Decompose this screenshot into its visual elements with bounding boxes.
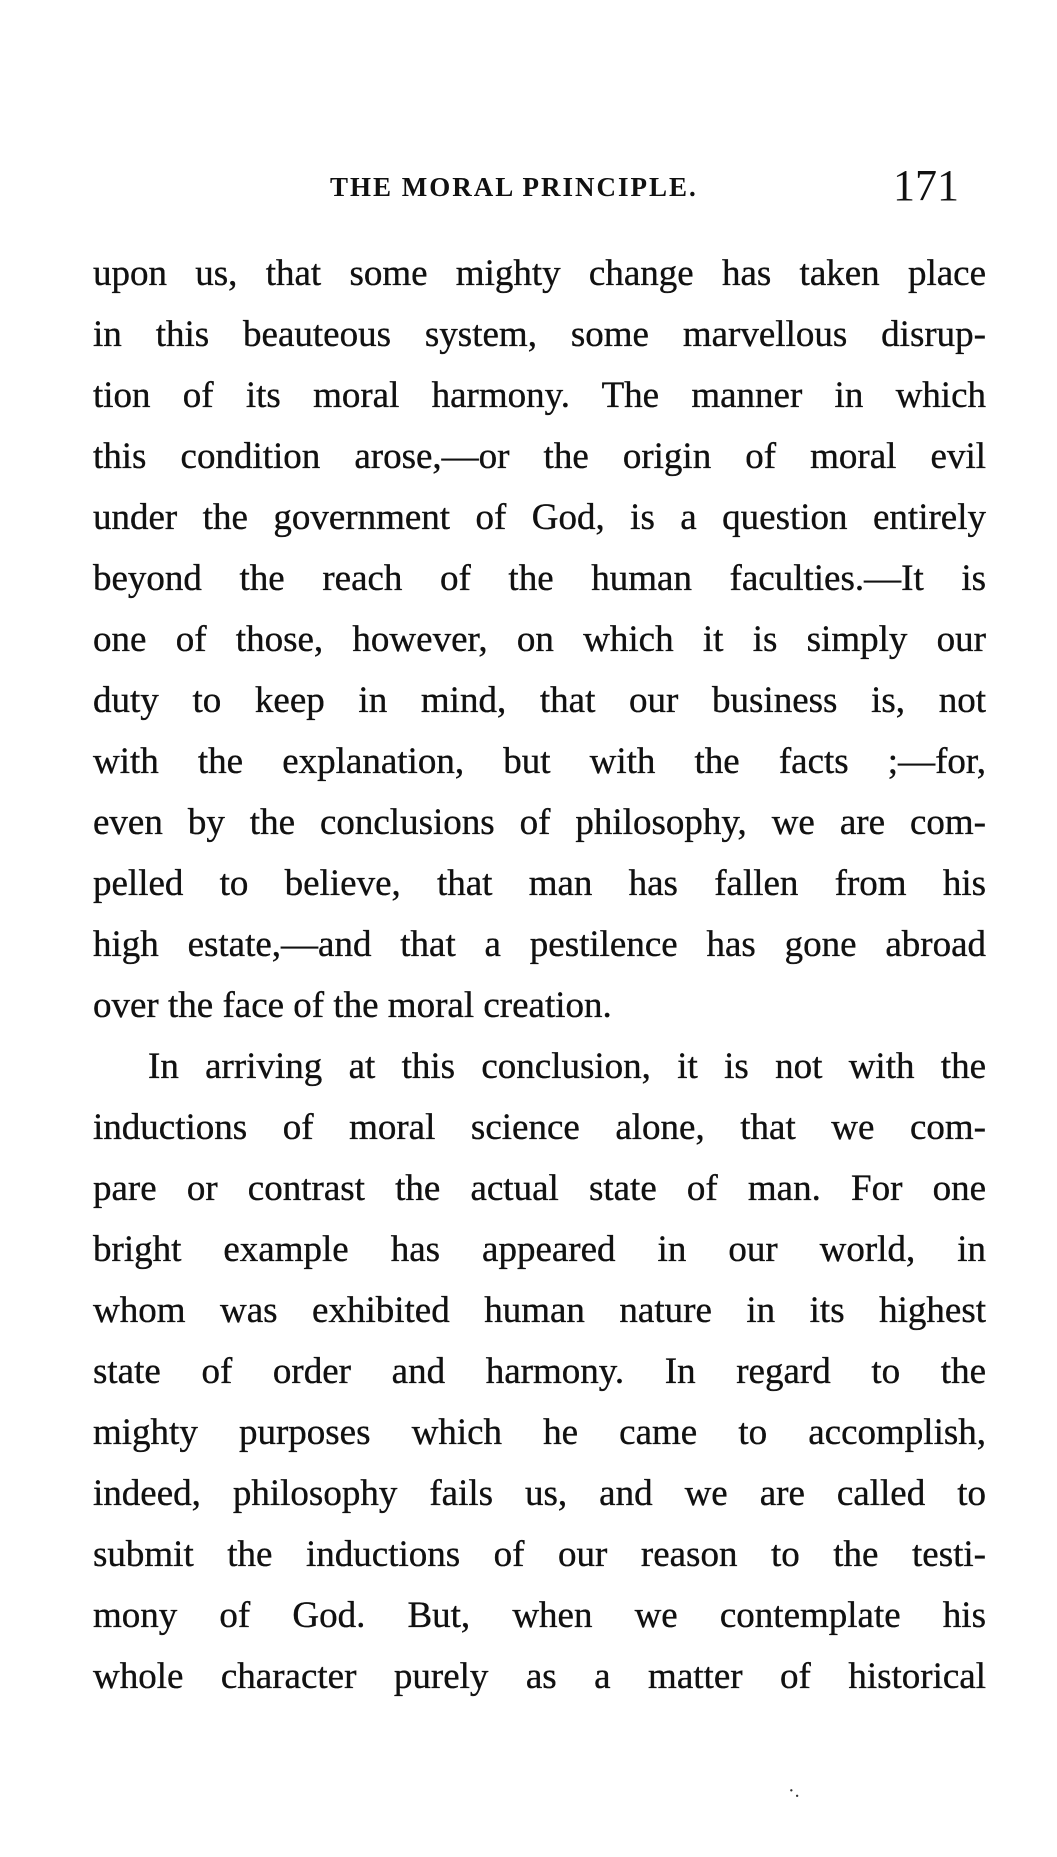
body-text: [93, 243, 986, 1707]
text-line: pare or contrast the actual state of man. For one: [93, 1168, 986, 1209]
text-line: under the government of God, is a question entirely: [93, 497, 986, 538]
text-line: one of those, however, on which it is simply our: [93, 619, 986, 660]
text-line: this condition arose,—or the origin of moral evil: [93, 436, 986, 477]
text-line: whole character purely as a matter of historical: [93, 1656, 986, 1697]
text-line: over the face of the moral creation.: [93, 985, 612, 1026]
text-line: duty to keep in mind, that our business is, not: [93, 680, 986, 721]
footer-mark: ·.: [788, 1780, 800, 1802]
text-line: with the explanation, but with the facts ;—for,: [93, 741, 986, 782]
text-line: mighty purposes which he came to accomplish,: [93, 1412, 986, 1453]
text-line: pelled to believe, that man has fallen from his: [93, 863, 986, 904]
text-line: state of order and harmony. In regard to the: [93, 1351, 986, 1392]
text-line: whom was exhibited human nature in its highest: [93, 1290, 986, 1331]
text-line: submit the inductions of our reason to the testi-: [93, 1534, 986, 1575]
text-line: even by the conclusions of philosophy, we are com-: [93, 802, 986, 843]
text-line: high estate,—and that a pestilence has gone abroad: [93, 924, 986, 965]
text-line: inductions of moral science alone, that we com-: [93, 1107, 986, 1148]
text-line: mony of God. But, when we contemplate his: [93, 1595, 986, 1636]
running-head: [0, 160, 1057, 220]
page-number: 171: [893, 161, 959, 210]
running-title: THE MORAL PRINCIPLE.: [330, 172, 698, 202]
text-line: in this beauteous system, some marvellous disrup-: [93, 314, 986, 355]
text-line: indeed, philosophy fails us, and we are called to: [93, 1473, 986, 1514]
text-line: bright example has appeared in our world, in: [93, 1229, 986, 1270]
text-line: upon us, that some mighty change has taken place: [93, 253, 986, 294]
text-line: In arriving at this conclusion, it is not with the: [148, 1046, 986, 1087]
text-line: beyond the reach of the human faculties.—It is: [93, 558, 986, 599]
text-line: tion of its moral harmony. The manner in which: [93, 375, 986, 416]
